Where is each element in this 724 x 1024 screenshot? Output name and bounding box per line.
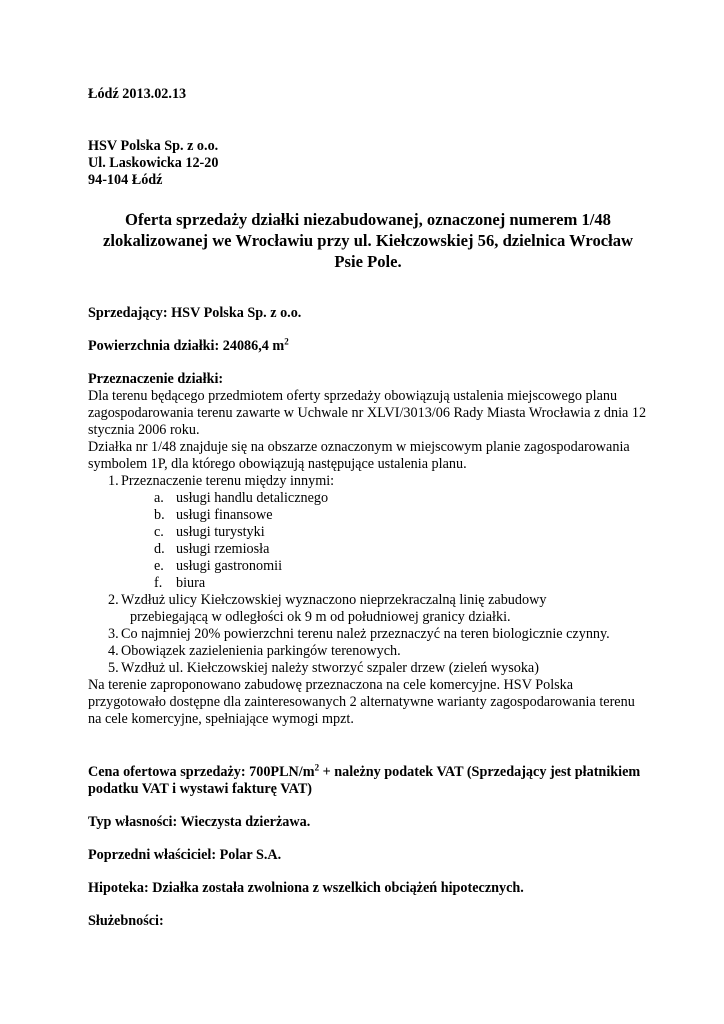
mortgage-field: Hipoteka: Działka została zwolniona z wszelkich obciążeń hipotecznych. xyxy=(88,880,524,896)
area-unit-superscript: 2 xyxy=(284,336,289,347)
list-item-text: Wzdłuż ulicy Kiełczowskiej wyznaczono nieprzekraczalną linię zabudowy xyxy=(121,592,547,608)
list-item-number: 1. xyxy=(108,473,119,489)
list-item xyxy=(88,660,648,677)
list-item xyxy=(88,626,648,643)
sender-address xyxy=(88,138,648,189)
address-line-company: HSV Polska Sp. z o.o. xyxy=(88,138,219,154)
price-text: Cena ofertowa sprzedaży: 700PLN/m xyxy=(88,764,315,780)
sublist-item-text: usługi turystyki xyxy=(176,524,265,540)
previous-owner-field: Poprzedni właściciel: Polar S.A. xyxy=(88,847,282,863)
sublist-item-letter: d. xyxy=(154,541,165,557)
plan-provisions-list xyxy=(88,473,648,677)
sublist-item xyxy=(88,541,648,558)
sublist-item-letter: b. xyxy=(154,507,165,523)
price-vat-text: + należny podatek VAT (Sprzedający jest płatnikiem podatku VAT i wystawi fakturę VAT) xyxy=(88,764,641,797)
seller-field: Sprzedający: HSV Polska Sp. z o.o. xyxy=(88,305,302,321)
list-item-text: Co najmniej 20% powierzchni terenu należ przeznaczyć na teren biologicznie czynny. xyxy=(121,626,610,642)
price-unit-superscript: 2 xyxy=(314,762,320,773)
list-item xyxy=(88,592,648,626)
sublist-item xyxy=(88,575,648,592)
area-text: Powierzchnia działki: 24086,4 m xyxy=(88,338,285,354)
sublist-item-letter: e. xyxy=(154,558,164,574)
sublist-item-letter: f. xyxy=(154,575,163,591)
document-title: Oferta sprzedaży działki niezabudowanej, oznaczonej numerem 1/48 zlokalizowanej we Wrocławiu przy ul. Kiełczowskiej 56, dzielnica Wrocław Psie Pole. xyxy=(102,210,634,271)
sublist-item xyxy=(88,524,648,541)
list-item-text: Wzdłuż ul. Kiełczowskiej należy stworzyć szpaler drzew (zieleń wysoka) xyxy=(121,660,539,676)
list-item-text: Obowiązek zazielenienia parkingów terenowych. xyxy=(121,643,401,659)
list-item-text-continued: przebiegającą w odległości ok 9 m od południowej granicy działki. xyxy=(130,609,511,625)
sublist-item-text: usługi rzemiosła xyxy=(176,541,270,557)
area-field xyxy=(88,338,648,355)
address-line-city: 94-104 Łódź xyxy=(88,172,163,188)
sublist-item-text: usługi finansowe xyxy=(176,507,273,523)
sublist-item-text: biura xyxy=(176,575,206,591)
purpose-paragraph-1: Dla terenu będącego przedmiotem oferty sprzedaży obowiązują ustalenia miejscowego planu zagospodarowania terenu zawarte w Uchwale nr XLVI/3013/06 Rady Miasta Wrocławia z dnia 12 stycznia 2006 roku. xyxy=(88,388,647,438)
purpose-heading: Przeznaczenie działki: xyxy=(88,371,224,387)
document-page xyxy=(88,86,648,946)
sublist-item-text: usługi handlu detalicznego xyxy=(176,490,329,506)
sublist-item-letter: c. xyxy=(154,524,164,540)
sublist-item xyxy=(88,490,648,507)
sublist-item xyxy=(88,558,648,575)
purpose-paragraph-2: Działka nr 1/48 znajduje się na obszarze oznaczonym w miejscowym planie zagospodarowania symbolem 1P, dla którego obowiązują następujące ustalenia planu. xyxy=(88,439,630,472)
land-use-sublist xyxy=(88,490,648,592)
address-line-street: Ul. Laskowicka 12-20 xyxy=(88,155,219,171)
list-item xyxy=(88,643,648,660)
list-item-number: 4. xyxy=(108,643,119,659)
list-item-number: 3. xyxy=(108,626,119,642)
list-item-number: 2. xyxy=(108,592,119,608)
price-field xyxy=(88,764,648,798)
ownership-field: Typ własności: Wieczysta dzierżawa. xyxy=(88,814,311,830)
easements-field: Służebności: xyxy=(88,913,164,929)
list-item-text: Przeznaczenie terenu między innymi: xyxy=(121,473,335,489)
purpose-section xyxy=(88,371,648,728)
list-item-number: 5. xyxy=(108,660,119,676)
list-item xyxy=(88,473,648,592)
sublist-item-letter: a. xyxy=(154,490,164,506)
sublist-item xyxy=(88,507,648,524)
sublist-item-text: usługi gastronomii xyxy=(176,558,283,574)
spacer xyxy=(88,728,648,764)
purpose-paragraph-3: Na terenie zaproponowano zabudowę przeznaczona na cele komercyjne. HSV Polska przygotowało dostępne dla zainteresowanych 2 alternatywne warianty zagospodarowania terenu na cele komercyjne, spełniające wymogi mpzt. xyxy=(88,677,635,727)
document-date: Łódź 2013.02.13 xyxy=(88,86,187,102)
